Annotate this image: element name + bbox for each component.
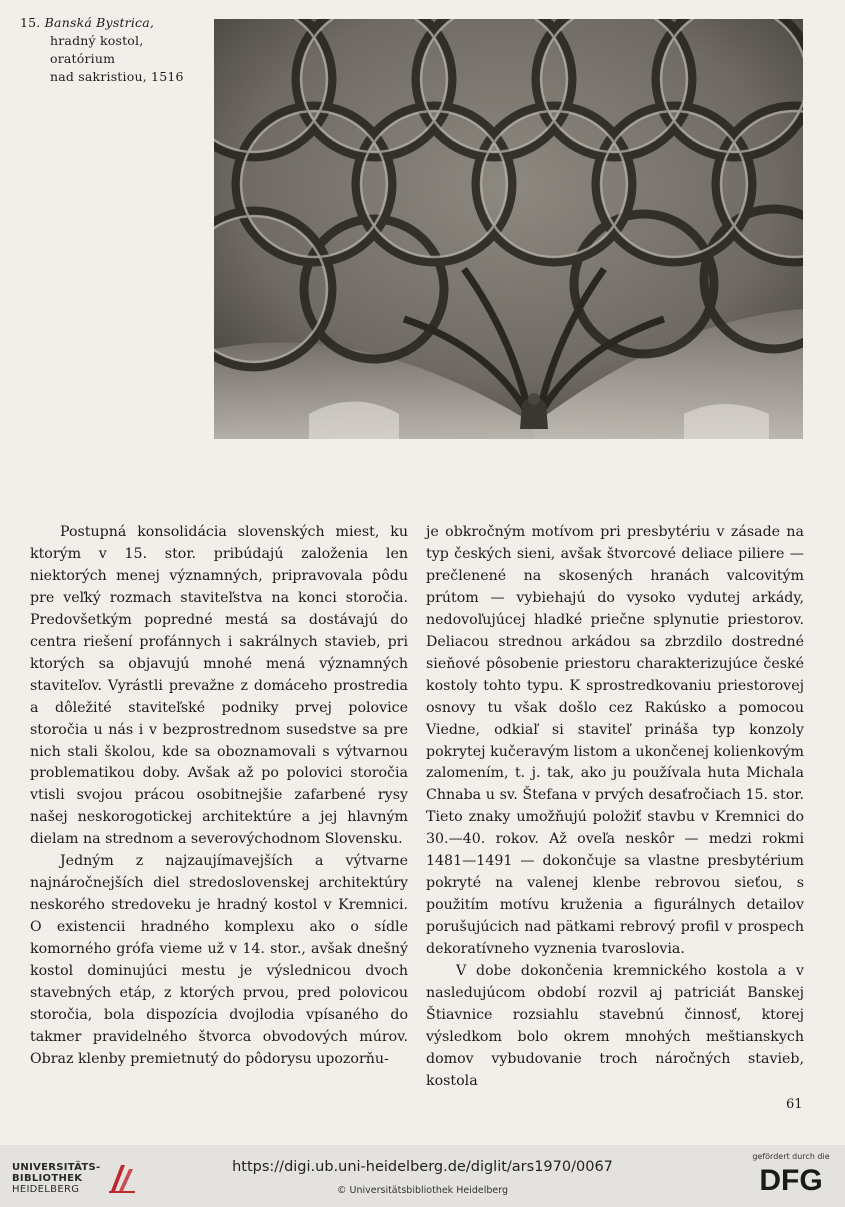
library-name-line-3: HEIDELBERG: [12, 1183, 80, 1195]
caption-number: 15.: [20, 15, 41, 30]
page-number: 61: [786, 1097, 803, 1112]
caption-line-4: nad sakristiou, 1516: [50, 69, 184, 84]
text-column-right: [426, 522, 804, 1093]
paragraph-4: V dobe dokončenia kremnického kostola a v nasledujúcom období rozvil aj patriciát Banskej Štiavnice rozsiahlu stavebnú činnosť, ktorej výsledkom bolo okrem mnohých meštianskych domov vybudovanie troch náročných stavieb, kostola: [426, 963, 804, 1089]
caption-place: Banská Bystrica,: [44, 15, 155, 30]
paragraph-1: Postupná konsolidácia slovenských miest, ku ktorým v 15. stor. pribúdajú založenia len niektorých menej významných, pripravovala pôdu pre veľký rozmach staviteľstva na konci storočia. Predovšetkým popredné mestá sa dostávajú do centra riešení profánnych i sakrálnych stavieb, pri ktorých sa objavujú mnohé mená významných staviteľov. Vyrástli prevažne z domáceho prostredia a dôležité staviteľské podniky prvej polovice storočia u nás i v bezprostrednom susedstve sa pre nich stali školou, kde sa oboznamovali s výtvarnou problematikou doby. Avšak až po polovici storočia vtisli svojou prácou osobitnejšie zafarbené rysy našej neskorogotickej architektúre a jej hlavným dielam na strednom a severovýchodnom Slovensku.: [30, 524, 408, 848]
library-name-line-2: BIBLIOTHEK: [12, 1172, 83, 1184]
permalink-url[interactable]: https://digi.ub.uni-heidelberg.de/diglit/ars1970/0067: [232, 1159, 613, 1175]
caption-line-3: oratórium: [50, 51, 116, 66]
paragraph-2: Jedným z najzaujímavejších a výtvarne najnáročnejších diel stredoslovenskej architektúry neskorého stredoveku je hradný kostol v Kremnici. O existencii hradného komplexu ako o sídle komorného grófa vieme už v 14. stor., avšak dnešný kostol dominujúci mestu je výslednicou dvoch stavebných etáp, z ktorých prvou, pred polovicou storočia, bola dispozícia dvojlodia vpísaného do takmer pravidelného štvorca obvodových múrov. Obraz klenby premietnutý do pôdorysu upozorňu-: [30, 853, 408, 1067]
paragraph-3: je obkročným motívom pri presbytériu v zásade na typ českých sieni, avšak štvorcové deliace piliere — prečlenené na skosených hranách valcovitým prútom — vybiehajú do vysoko vydutej arkády, nedovoľujúcej hladké priečne splynutie priestorov. Deliacou strednou arkádou sa zbrzdilo dostredné sieňové pôsobenie priestoru charakterizujúce české kostoly tohto typu. K sprostredkovaniu priestorovej osnovy tu však došlo cez Rakúsko a pomocou Viedne, odkiaľ si staviteľ prináša typ konzoly pokrytej kučeravým listom a ukončenej kolienkovým zalomením, t. j. tak, ako ju používala huta Michala Chnaba u sv. Štefana v prvých desaťročiach 15. stor. Tieto znaky umožňujú položiť stavbu v Kremnici do 30.—40. rokov. Až oveľa neskôr — medzi rokmi 1481—1491 — dokončuje sa vlastne presbytérium pokryté na valenej klenbe rebrovou sieťou, s použitím motívu kruženia a figurálnych detailov porušujúcich nad pätkami rebrový profil v prospech dekoratívneho vyznenia tvaroslovia.: [426, 524, 804, 958]
caption-line-1: [20, 14, 210, 32]
dfg-logo-icon: [750, 1163, 832, 1195]
funder-block[interactable]: [750, 1152, 832, 1199]
funder-note: gefördert durch die: [752, 1152, 830, 1161]
funder-name: DFG: [759, 1164, 823, 1195]
copyright-notice: © Universitätsbibliothek Heidelberg: [336, 1185, 508, 1196]
footer-bar: [0, 1145, 845, 1207]
text-column-left: [30, 522, 408, 1071]
library-name-line-1: UNIVERSITÄTS-: [12, 1161, 101, 1173]
figure-caption: [20, 14, 210, 86]
vault-photograph: [214, 19, 803, 439]
caption-line-2: hradný kostol,: [50, 33, 144, 48]
vault-photo-image: [214, 19, 803, 439]
